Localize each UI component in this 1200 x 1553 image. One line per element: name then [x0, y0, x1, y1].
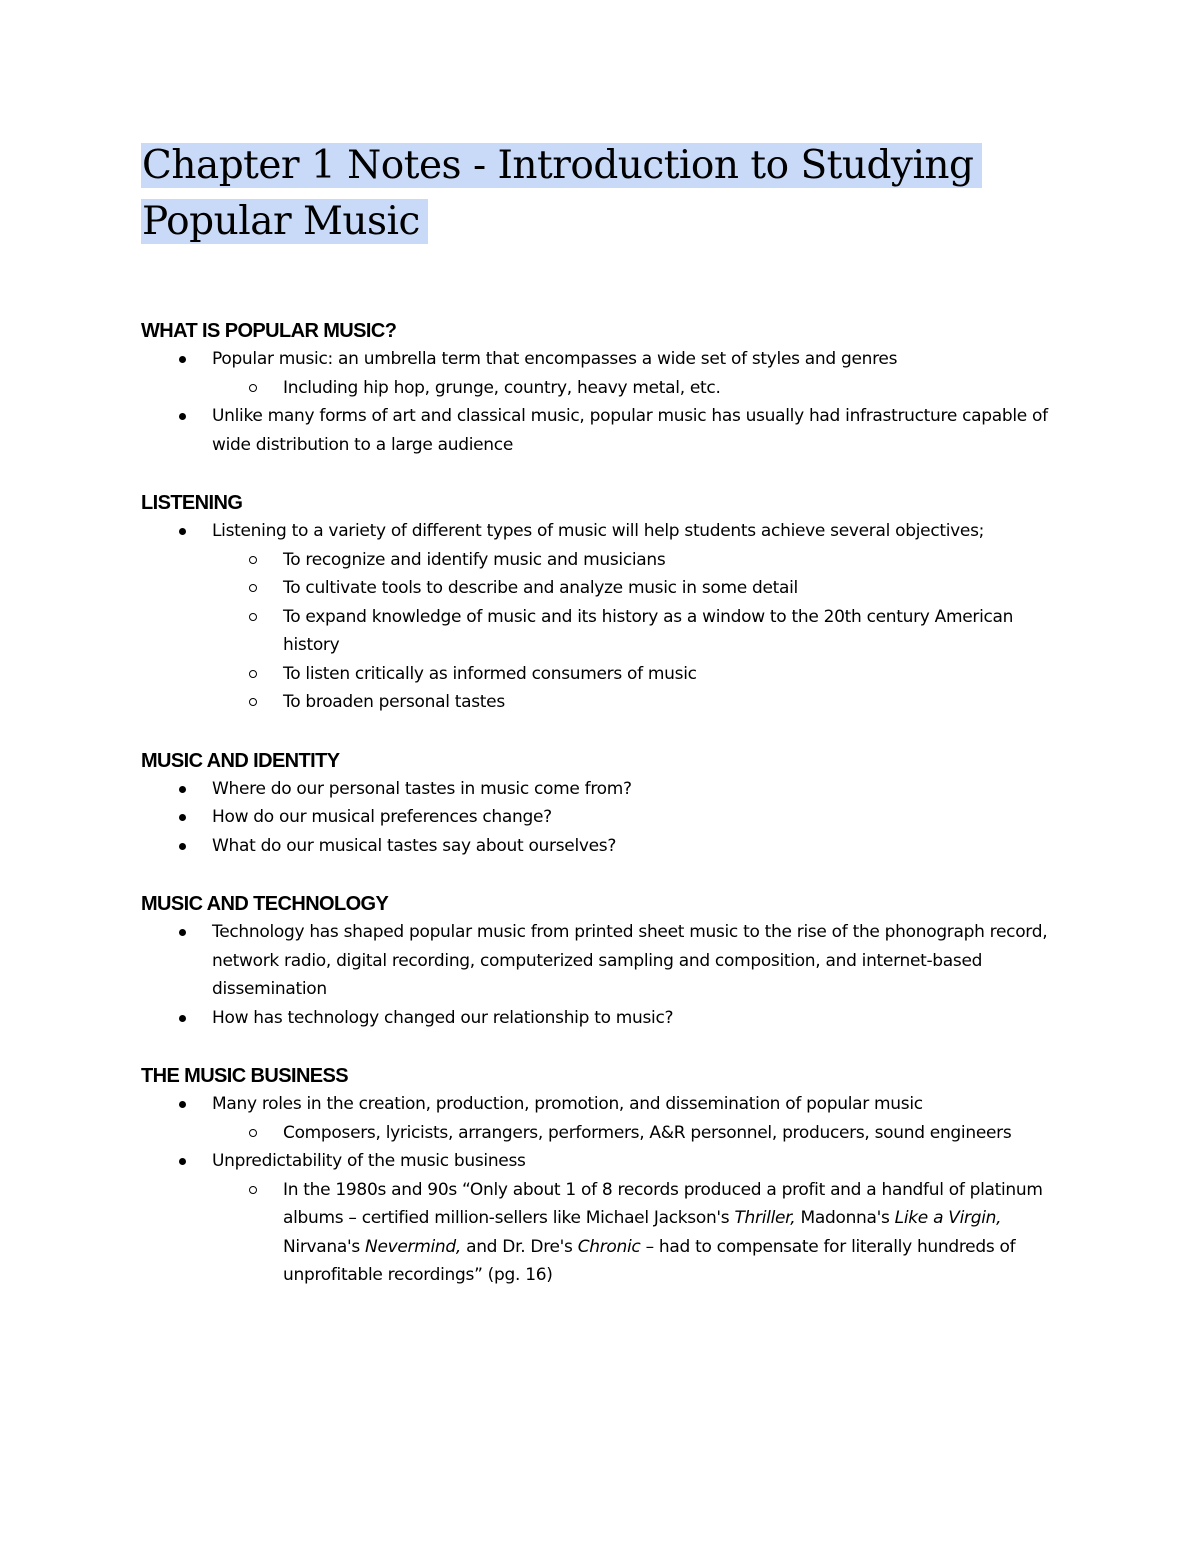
list-item	[141, 918, 1071, 1004]
sub-list-item-text: To recognize and identify music and musicians	[283, 549, 666, 570]
sub-bullet-list	[212, 374, 1071, 403]
list-item	[141, 775, 1071, 804]
sub-list-item-text: Including hip hop, grunge, country, heavy metal, etc.	[283, 377, 721, 398]
filled-bullet-icon	[179, 528, 186, 535]
sub-list-item	[141, 603, 1071, 660]
document-title	[141, 138, 1071, 250]
section-heading: LISTENING	[141, 492, 243, 514]
section-heading: MUSIC AND IDENTITY	[141, 749, 340, 772]
list-item	[141, 517, 1071, 717]
quote-text	[283, 1180, 1043, 1286]
sub-list-item-text: To listen critically as informed consumers of music	[283, 663, 697, 684]
list-item	[141, 1004, 1071, 1033]
quote-part-1: In the 1980s and 90s “Only about 1 of 8 records produced a profit and a handful of platinum albums – certified million-sellers like Michael Jackson's	[283, 1179, 1043, 1228]
title-highlight: Chapter 1 Notes - Introduction to Studying Popular Music	[141, 143, 982, 244]
sub-list-item	[141, 688, 1071, 717]
album-like-a-virgin: Like a Virgin,	[894, 1208, 1002, 1228]
sub-list-item-text: Composers, lyricists, arrangers, performers, A&R personnel, producers, sound engineers	[283, 1122, 1012, 1143]
quote-part-5: – had to compensate for literally hundreds of unprofitable recordings” (pg. 16)	[283, 1236, 1016, 1285]
bullet-list	[141, 1090, 1071, 1290]
quote-part-4: and Dr. Dre's	[460, 1236, 578, 1257]
section-what-is-popular-music	[141, 317, 1071, 459]
sub-list-item	[141, 1176, 1071, 1290]
filled-bullet-icon	[179, 413, 186, 420]
bullet-list	[141, 517, 1071, 717]
sub-list-item	[141, 574, 1071, 603]
section-music-and-technology	[141, 890, 1071, 1032]
section-heading: MUSIC AND TECHNOLOGY	[141, 893, 389, 915]
filled-bullet-icon	[179, 1158, 186, 1165]
list-item-text: Where do our personal tastes in music come from?	[212, 778, 632, 799]
list-item-text: Listening to a variety of different types of music will help students achieve several objectives;	[212, 521, 985, 541]
list-item-text: Technology has shaped popular music from printed sheet music to the rise of the phonograph record, network radio, digital recording, computerized sampling and composition, and internet-based dissemination	[212, 922, 1048, 999]
hollow-bullet-icon	[249, 556, 257, 564]
sub-list-item	[141, 546, 1071, 575]
list-item-text: Unlike many forms of art and classical music, popular music has usually had infrastructure capable of wide distribution to a large audience	[212, 406, 1048, 455]
hollow-bullet-icon	[249, 613, 257, 621]
sub-list-item-text: To broaden personal tastes	[283, 692, 505, 712]
section-heading: THE MUSIC BUSINESS	[141, 1065, 349, 1087]
list-item	[141, 345, 1071, 402]
filled-bullet-icon	[179, 356, 186, 363]
list-item-text: How do our musical preferences change?	[212, 807, 552, 827]
filled-bullet-icon	[179, 1015, 186, 1022]
filled-bullet-icon	[179, 929, 186, 936]
document-page	[141, 138, 1071, 1290]
list-item	[141, 1147, 1071, 1290]
section-music-and-identity	[141, 747, 1071, 861]
hollow-bullet-icon	[249, 698, 257, 706]
sub-list-item	[141, 374, 1071, 403]
sub-list-item	[141, 1119, 1071, 1148]
sub-list-item-text: To cultivate tools to describe and analyze music in some detail	[283, 578, 798, 598]
filled-bullet-icon	[179, 786, 186, 793]
sub-list-item	[141, 660, 1071, 689]
list-item-text: Unpredictability of the music business	[212, 1151, 526, 1171]
bullet-list	[141, 345, 1071, 459]
filled-bullet-icon	[179, 1101, 186, 1108]
list-item-text: Many roles in the creation, production, promotion, and dissemination of popular music	[212, 1094, 923, 1114]
list-item	[141, 1090, 1071, 1147]
hollow-bullet-icon	[249, 1186, 257, 1194]
section-listening	[141, 489, 1071, 717]
bullet-list	[141, 775, 1071, 861]
list-item	[141, 832, 1071, 861]
album-thriller: Thriller,	[734, 1208, 796, 1228]
list-item	[141, 803, 1071, 832]
list-item-text: What do our musical tastes say about ourselves?	[212, 835, 617, 856]
hollow-bullet-icon	[249, 670, 257, 678]
bullet-list	[141, 918, 1071, 1032]
filled-bullet-icon	[179, 843, 186, 850]
list-item-text: How has technology changed our relationship to music?	[212, 1007, 674, 1028]
hollow-bullet-icon	[249, 384, 257, 392]
hollow-bullet-icon	[249, 1129, 257, 1137]
section-the-music-business	[141, 1062, 1071, 1290]
sub-bullet-list	[212, 1119, 1071, 1148]
quote-part-2: Madonna's	[795, 1208, 895, 1228]
sub-bullet-list	[212, 546, 1071, 717]
section-heading: WHAT IS POPULAR MUSIC?	[141, 320, 397, 342]
album-nevermind: Nevermind,	[365, 1236, 461, 1257]
sub-list-item-text: To expand knowledge of music and its history as a window to the 20th century American history	[283, 606, 1014, 655]
filled-bullet-icon	[179, 814, 186, 821]
list-item	[141, 402, 1071, 459]
sub-bullet-list	[212, 1176, 1071, 1290]
list-item-text: Popular music: an umbrella term that encompasses a wide set of styles and genres	[212, 349, 898, 369]
hollow-bullet-icon	[249, 584, 257, 592]
quote-part-3: Nirvana's	[283, 1236, 366, 1257]
album-chronic: Chronic	[577, 1236, 641, 1257]
